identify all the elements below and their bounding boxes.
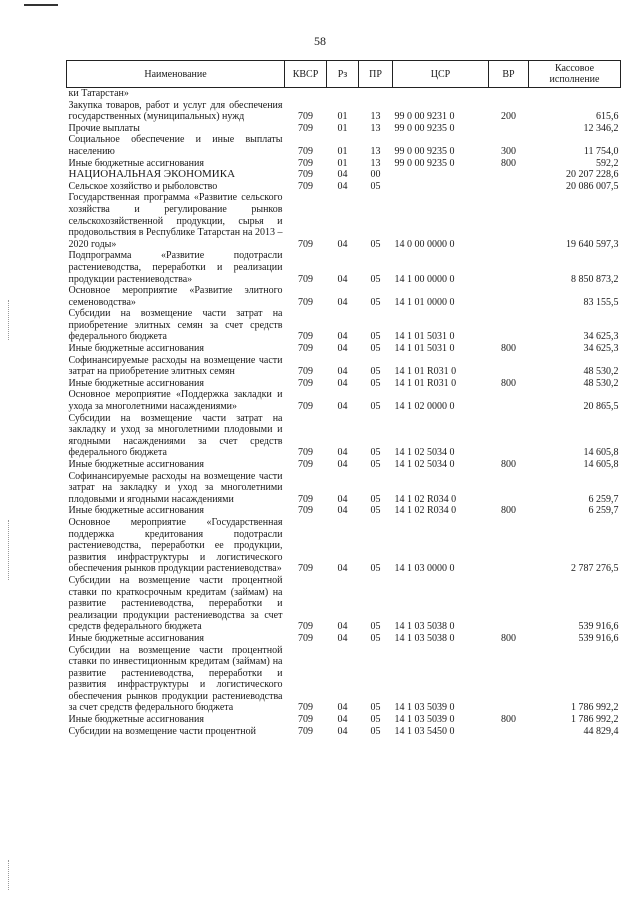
cell-vr	[489, 169, 529, 181]
table-row	[67, 134, 621, 157]
cell-vr: 800	[501, 157, 516, 169]
cell-amount: 20 086 007,5	[566, 180, 619, 192]
cell-kvsr: 709	[298, 157, 313, 169]
cell-pr: 05	[370, 621, 381, 633]
table-row	[67, 181, 621, 193]
cell-pr: 05	[370, 273, 381, 285]
corner-mark	[24, 4, 58, 6]
cell-pr: 13	[370, 111, 381, 123]
cell-kvsr: 709	[298, 122, 313, 134]
cell-pr: 05	[370, 343, 381, 355]
table-row	[67, 471, 621, 506]
cell-pr: 05	[370, 505, 381, 517]
cell-kvsr: 709	[298, 273, 313, 285]
table-row	[67, 192, 621, 250]
cell-vr	[489, 517, 529, 575]
cell-rz: 01	[337, 157, 348, 169]
cell-kvsr: 709	[298, 621, 313, 633]
cell-vr: 800	[501, 343, 516, 355]
cell-csr: 99 0 00 9235 0	[394, 157, 455, 169]
cell-amount: 83 155,5	[583, 296, 619, 308]
cell-csr: 14 1 01 0000 0	[394, 296, 455, 308]
cell-vr: 800	[501, 459, 516, 470]
cell-vr: 800	[501, 505, 516, 517]
cell-kvsr: 709	[298, 563, 313, 575]
cell-name: Закупка товаров, работ и услуг для обеспечения государственных (муниципальных) нужд	[68, 99, 283, 123]
budget-table	[66, 60, 621, 737]
cell-amount: 12 346,2	[583, 122, 619, 134]
cell-vr	[489, 726, 529, 738]
cell-csr: 14 1 00 0000 0	[394, 273, 455, 285]
cell-amount: 615,6	[596, 111, 619, 123]
cell-pr: 13	[370, 122, 381, 134]
cell-name: Иные бюджетные ассигнования	[68, 714, 204, 726]
table-row	[67, 645, 621, 715]
cell-rz: 04	[337, 621, 348, 633]
cell-rz: 04	[337, 377, 348, 389]
cell-kvsr: 709	[298, 145, 313, 157]
cell-name: Социальное обеспечение и иные выплаты населению	[68, 134, 283, 157]
cell-vr	[489, 123, 529, 135]
cell-vr: 800	[501, 714, 516, 726]
cell-name: Иные бюджетные ассигнования	[68, 157, 204, 169]
cell-csr: 14 1 03 5450 0	[394, 725, 455, 737]
cell-name: Субсидии на возмещение части процентной ставки по инвестиционным кредитам (займам) на развитие растениеводства, переработки и развития инфраструктуры и логистического обеспечения рынков продукции растениеводства за счет средств федерального бюджета	[68, 644, 283, 714]
cell-amount: 48 530,2	[583, 366, 619, 378]
cell-amount: 2 787 276,5	[571, 563, 619, 575]
cell-csr: 99 0 00 9235 0	[394, 145, 455, 157]
cell-kvsr: 709	[298, 296, 313, 308]
cell-kvsr: 709	[298, 702, 313, 714]
cell-name: Софинансируемые расходы на возмещение части затрат на закладку и уход за многолетними плодовыми и ягодными насаждениями	[68, 470, 283, 505]
table-body	[67, 88, 621, 738]
table-row	[67, 505, 621, 517]
cell-pr: 13	[370, 157, 381, 169]
cell-name: Иные бюджетные ассигнования	[68, 505, 204, 517]
cell-vr	[489, 645, 529, 715]
cell-rz: 04	[337, 447, 348, 459]
header-name: Наименование	[67, 61, 285, 88]
table-row	[67, 355, 621, 378]
table-row	[67, 714, 621, 726]
cell-kvsr: 709	[298, 632, 313, 644]
cell-csr: 14 1 01 5031 0	[394, 343, 455, 355]
table-header-row	[67, 61, 621, 88]
cell-rz: 04	[337, 505, 348, 517]
cell-pr: 05	[370, 702, 381, 714]
cell-csr: 14 1 03 5038 0	[394, 621, 455, 633]
table-row	[67, 575, 621, 633]
cell-rz: 04	[337, 702, 348, 714]
cell-vr: 200	[501, 111, 516, 123]
cell-csr: 14 1 02 5034 0	[394, 447, 455, 459]
cell-name: НАЦИОНАЛЬНАЯ ЭКОНОМИКА	[68, 168, 236, 181]
cell-kvsr: 709	[298, 331, 313, 343]
table-row	[67, 633, 621, 645]
cell-csr	[393, 181, 489, 193]
cell-vr: 300	[501, 145, 516, 157]
cell-rz: 04	[337, 632, 348, 644]
cell-amount: 44 829,4	[583, 725, 619, 737]
cell-rz: 01	[337, 145, 348, 157]
header-rz: Рз	[327, 61, 359, 88]
cell-name: Основное мероприятие «Развитие элитного семеноводства»	[68, 285, 283, 308]
table-row	[67, 250, 621, 285]
table-row	[67, 343, 621, 355]
cell-amount	[529, 88, 621, 100]
cell-amount: 48 530,2	[583, 377, 619, 389]
cell-amount: 34 625,3	[583, 331, 619, 343]
cell-kvsr: 709	[298, 377, 313, 389]
table-row	[67, 123, 621, 135]
cell-name: Субсидии на возмещение части затрат на закладку и уход за многолетними плодовыми и ягодными насаждениями за счет средств федерального бюджета	[68, 412, 283, 459]
cell-pr: 05	[370, 401, 381, 413]
cell-vr	[489, 575, 529, 633]
table-row	[67, 88, 621, 100]
cell-name: Сельское хозяйство и рыболовство	[68, 180, 218, 192]
table-row	[67, 726, 621, 738]
page-number: 58	[314, 34, 326, 48]
cell-vr: 800	[501, 632, 516, 644]
cell-kvsr: 709	[298, 169, 313, 181]
cell-amount: 539 916,6	[578, 632, 619, 644]
cell-kvsr: 709	[298, 505, 313, 517]
cell-name: Субсидии на возмещение части процентной	[68, 725, 256, 737]
cell-pr: 05	[370, 238, 381, 250]
cell-vr	[489, 308, 529, 343]
cell-pr: 05	[370, 714, 381, 726]
cell-name: Подпрограмма «Развитие подотрасли растениеводства, переработки и реализации продукции растениеводства»	[68, 250, 283, 285]
cell-kvsr: 709	[298, 493, 313, 505]
cell-rz: 01	[337, 122, 348, 134]
cell-pr: 05	[370, 366, 381, 378]
cell-name: Прочие выплаты	[68, 122, 140, 134]
cell-rz: 04	[337, 563, 348, 575]
cell-pr: 05	[370, 563, 381, 575]
cell-amount: 34 625,3	[583, 343, 619, 355]
cell-pr: 05	[370, 493, 381, 505]
cell-csr: 14 1 01 R031 0	[394, 377, 457, 389]
cell-pr: 05	[370, 447, 381, 459]
cell-name: Иные бюджетные ассигнования	[68, 377, 204, 389]
table-row	[67, 413, 621, 459]
cell-pr: 13	[370, 145, 381, 157]
cell-vr: 800	[501, 377, 516, 389]
cell-amount: 6 259,7	[588, 493, 619, 505]
cell-rz: 04	[337, 169, 348, 181]
table-row	[67, 389, 621, 412]
cell-name: Иные бюджетные ассигнования	[68, 632, 204, 644]
cell-rz: 04	[337, 725, 348, 737]
cell-rz: 04	[337, 401, 348, 413]
cell-rz	[327, 88, 359, 100]
cell-name: Иные бюджетные ассигнования	[68, 343, 204, 355]
cell-amount: 20 865,5	[583, 401, 619, 413]
cell-vr	[489, 471, 529, 506]
cell-rz: 04	[337, 180, 348, 192]
cell-csr: 14 1 02 R034 0	[394, 493, 457, 505]
cell-rz: 04	[337, 493, 348, 505]
cell-name: ки Татарстан»	[68, 88, 129, 99]
cell-kvsr: 709	[298, 238, 313, 250]
cell-kvsr: 709	[298, 401, 313, 413]
cell-csr: 14 1 01 5031 0	[394, 331, 455, 343]
header-vr: ВР	[489, 61, 529, 88]
header-amount: Кассовое исполнение	[529, 61, 621, 88]
cell-kvsr: 709	[298, 111, 313, 123]
cell-pr: 05	[370, 180, 381, 192]
cell-amount: 11 754,0	[583, 145, 619, 157]
table-row	[67, 169, 621, 181]
cell-rz: 04	[337, 331, 348, 343]
cell-name: Субсидии на возмещение части процентной ставки по краткосрочным кредитам (займам) на развитие растениеводства, переработки и реализации продукции растениеводства за счет средств федерального бюджета	[68, 574, 283, 633]
cell-amount: 1 786 992,2	[571, 714, 619, 726]
cell-name: Субсидии на возмещение части затрат на приобретение элитных семян за счет средств федерального бюджета	[68, 308, 283, 343]
cell-csr	[393, 88, 489, 100]
cell-vr	[489, 389, 529, 412]
cell-amount: 8 850 873,2	[571, 273, 619, 285]
cell-name: Софинансируемые расходы на возмещение части затрат на приобретение элитных семян	[68, 354, 283, 378]
cell-vr	[489, 192, 529, 250]
cell-pr: 05	[370, 459, 381, 470]
cell-kvsr: 709	[298, 343, 313, 355]
cell-csr: 14 1 01 R031 0	[394, 366, 457, 378]
cell-kvsr: 709	[298, 459, 313, 470]
table-row	[67, 308, 621, 343]
cell-name: Основное мероприятие «Поддержка закладки и ухода за многолетними насаждениями»	[68, 389, 283, 413]
cell-pr: 05	[370, 377, 381, 389]
cell-amount: 14 605,8	[583, 447, 619, 459]
cell-vr	[489, 285, 529, 308]
header-kvsr: КВСР	[285, 61, 327, 88]
cell-csr: 14 1 02 R034 0	[394, 505, 457, 517]
cell-amount: 20 207 228,6	[566, 169, 619, 181]
cell-csr: 14 0 00 0000 0	[394, 238, 455, 250]
cell-csr: 14 1 03 5038 0	[394, 632, 455, 644]
cell-rz: 04	[337, 343, 348, 355]
cell-kvsr: 709	[298, 447, 313, 459]
scan-edge-marks	[8, 860, 11, 890]
table-row	[67, 285, 621, 308]
cell-vr	[489, 413, 529, 459]
cell-csr: 14 1 03 5039 0	[394, 714, 455, 726]
cell-rz: 04	[337, 366, 348, 378]
cell-vr	[489, 88, 529, 100]
cell-vr	[489, 181, 529, 193]
cell-pr	[359, 88, 393, 100]
table-row	[67, 459, 621, 471]
cell-pr: 05	[370, 632, 381, 644]
cell-amount: 19 640 597,3	[566, 238, 619, 250]
cell-vr	[489, 250, 529, 285]
cell-kvsr: 709	[298, 714, 313, 726]
header-pr: ПР	[359, 61, 393, 88]
cell-amount: 592,2	[596, 157, 619, 169]
cell-csr: 99 0 00 9231 0	[394, 111, 455, 123]
header-csr: ЦСР	[393, 61, 489, 88]
scan-edge-marks	[8, 300, 11, 340]
cell-pr: 05	[370, 331, 381, 343]
cell-rz: 04	[337, 459, 348, 470]
cell-amount: 14 605,8	[583, 459, 619, 470]
cell-csr: 99 0 00 9235 0	[394, 122, 455, 134]
cell-kvsr: 709	[298, 725, 313, 737]
cell-vr	[489, 355, 529, 378]
cell-rz: 04	[337, 273, 348, 285]
cell-rz: 04	[337, 296, 348, 308]
cell-rz: 04	[337, 714, 348, 726]
cell-amount: 1 786 992,2	[571, 702, 619, 714]
cell-kvsr: 709	[298, 180, 313, 192]
cell-pr: 00	[370, 169, 381, 181]
cell-rz: 01	[337, 111, 348, 123]
cell-csr: 14 1 03 5039 0	[394, 702, 455, 714]
scan-edge-marks	[8, 520, 11, 580]
cell-amount: 539 916,6	[578, 621, 619, 633]
cell-pr: 05	[370, 725, 381, 737]
cell-pr: 05	[370, 296, 381, 308]
cell-kvsr: 709	[298, 366, 313, 378]
cell-name: Основное мероприятие «Государственная поддержка кредитования подотрасли растениеводства, переработки ее продукции, развития инфраструктуры и логистического обеспечения рынков продукции растениеводства»	[68, 516, 283, 575]
cell-csr: 14 1 02 5034 0	[394, 459, 455, 470]
cell-name: Иные бюджетные ассигнования	[68, 459, 204, 470]
cell-rz: 04	[337, 238, 348, 250]
cell-csr: 14 1 02 0000 0	[394, 401, 455, 413]
table-row	[67, 517, 621, 575]
cell-kvsr	[285, 88, 327, 100]
table-row	[67, 100, 621, 123]
cell-csr: 14 1 03 0000 0	[394, 563, 455, 575]
cell-name: Государственная программа «Развитие сельского хозяйства и регулирование рынков сельскохозяйственной продукции, сырья и продовольствия в Республике Татарстан на 2013 – 2020 годы»	[68, 192, 283, 250]
table-row	[67, 378, 621, 390]
cell-amount: 6 259,7	[588, 505, 619, 517]
cell-csr	[393, 169, 489, 181]
